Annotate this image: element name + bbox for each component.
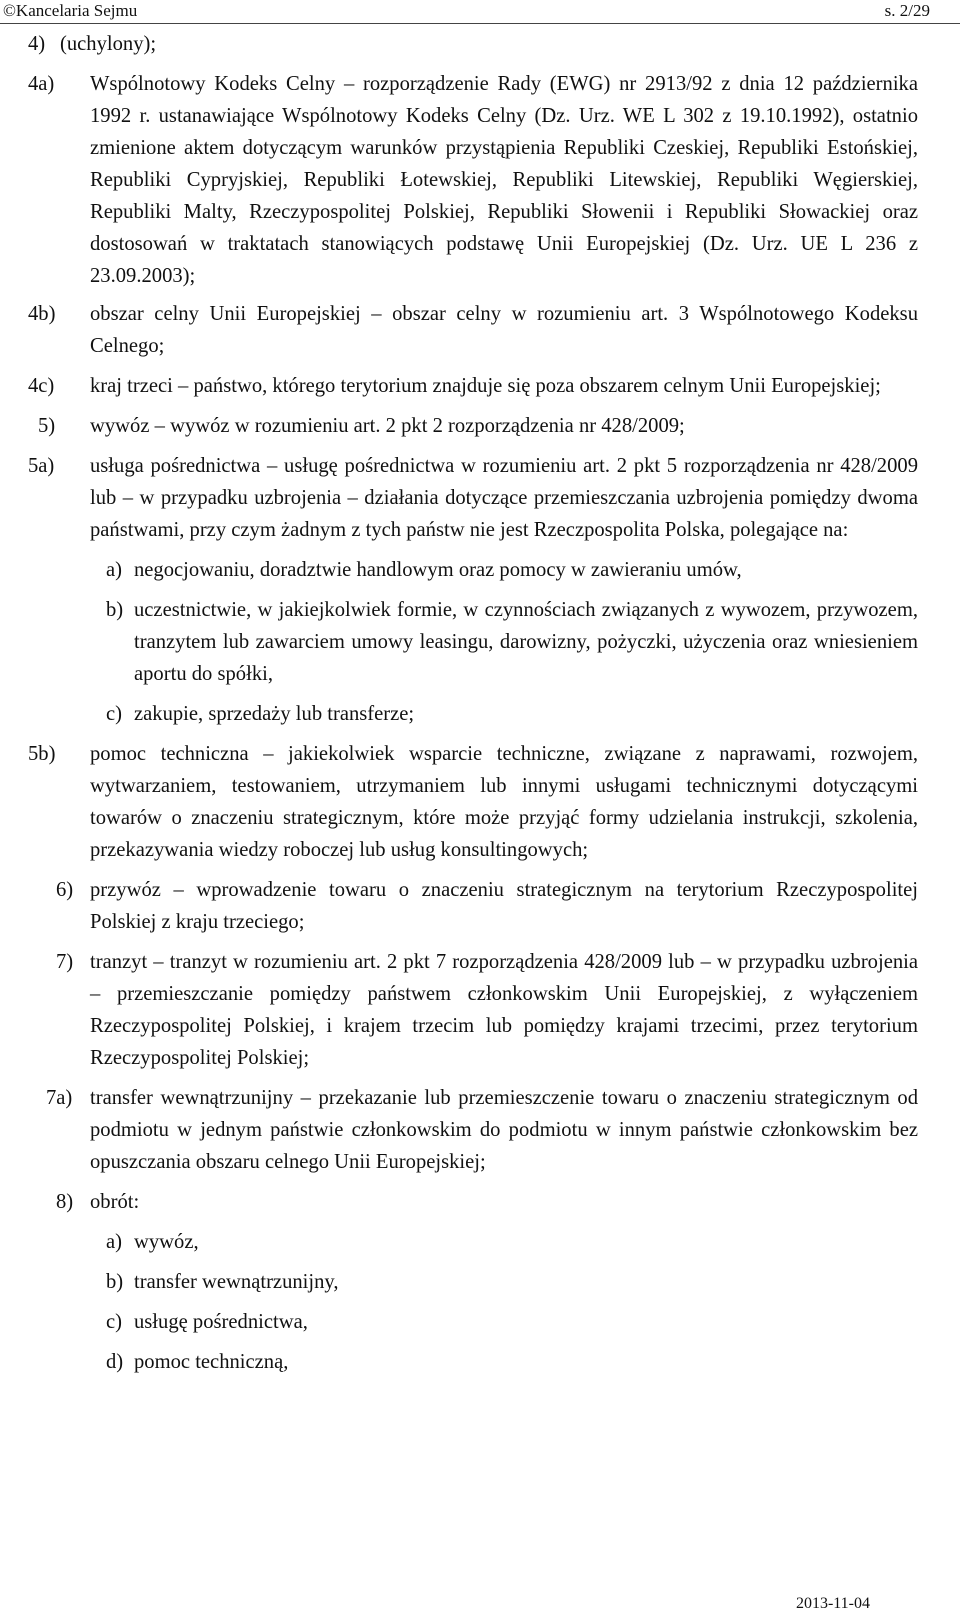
sub-item-letter: a) [106, 559, 122, 581]
item-number: 7a) [46, 1087, 73, 1109]
sub-list-item [0, 1266, 960, 1298]
sub-item-letter: d) [106, 1351, 124, 1373]
sub-item-letter: b) [106, 599, 124, 621]
list-item [0, 1186, 960, 1218]
sub-list-item [0, 1226, 960, 1258]
sub-item-letter: b) [106, 1271, 124, 1293]
item-number: 4c) [28, 375, 55, 397]
sub-list-item [0, 1306, 960, 1338]
page-header [0, 0, 960, 22]
item-number: 5a) [28, 455, 55, 477]
sub-item-text: wywóz, [134, 1231, 199, 1253]
page-number: s. 2/29 [884, 1, 930, 20]
sub-list-item [0, 1346, 960, 1378]
list-item [0, 450, 960, 546]
sub-item-text: negocjowaniu, doradztwie handlowym oraz pomocy w zawieraniu umów, [134, 559, 742, 581]
list-item [0, 410, 960, 442]
list-item [0, 738, 960, 866]
item-number: 7) [56, 951, 74, 973]
item-text: tranzyt – tranzyt w rozumieniu art. 2 pkt 7 rozporządzenia 428/2009 lub – w przypadku uzbrojenia – przemieszczanie pomiędzy państwem członkowskim Unii Europejskiej, z wyłączeniem Rzeczypospolitej Polskiej, i krajem trzecim lub pomiędzy krajami trzecimi, przez terytorium Rzeczypospolitej Polskiej; [90, 951, 918, 1069]
list-item [0, 68, 960, 292]
item-number: 4) [28, 33, 46, 55]
item-text: przywóz – wprowadzenie towaru o znaczeniu strategicznym na terytorium Rzeczypospolitej Polskiej z kraju trzeciego; [90, 879, 918, 933]
item-number: 8) [56, 1191, 74, 1213]
list-item [0, 28, 960, 60]
list-item [0, 946, 960, 1074]
item-text: transfer wewnątrzunijny – przekazanie lub przemieszczenie towaru o znaczeniu strategicznym od podmiotu w jednym państwie członkowskim do podmiotu w innym państwie członkowskim bez opuszczania obszaru celnego Unii Europejskiej; [90, 1087, 918, 1173]
sub-list-item [0, 594, 960, 690]
sub-item-text: transfer wewnątrzunijny, [134, 1271, 339, 1293]
sub-item-letter: c) [106, 1311, 122, 1333]
sub-item-text: pomoc techniczną, [134, 1351, 289, 1373]
list-item [0, 298, 960, 362]
document-body [0, 28, 960, 1386]
sub-item-text: zakupie, sprzedaży lub transferze; [134, 703, 415, 725]
sub-item-letter: a) [106, 1231, 122, 1253]
item-text: wywóz – wywóz w rozumieniu art. 2 pkt 2 rozporządzenia nr 428/2009; [90, 415, 685, 437]
header-divider [0, 23, 960, 24]
sub-list-item [0, 698, 960, 730]
item-text: Wspólnotowy Kodeks Celny – rozporządzenie Rady (EWG) nr 2913/92 z dnia 12 października 1992 r. ustanawiające Wspólnotowy Kodeks Celny (Dz. Urz. WE L 302 z 19.10.1992), ostatnio zmienione aktem dotyczącym warunków przystąpienia Republiki Czeskiej, Republiki Estońskiej, Republiki Cypryjskiej, Republiki Łotewskiej, Republiki Litewskiej, Republiki Węgierskiej, Republiki Malty, Rzeczypospolitej Polskiej, Republiki Słowenii i Republiki Słowackiej oraz dostosowań w traktatach stanowiących podstawę Unii Europejskiej (Dz. Urz. UE L 236 z 23.09.2003); [90, 73, 918, 287]
sub-list-item [0, 554, 960, 586]
sub-item-letter: c) [106, 703, 122, 725]
sub-item-text: uczestnictwie, w jakiejkolwiek formie, w czynnościach związanych z wywozem, przywozem, tranzytem lub zawarciem umowy leasingu, darowizny, pożyczki, użyczenia oraz wniesieniem aportu do spółki, [134, 599, 918, 685]
item-text: (uchylony); [60, 33, 157, 55]
item-number: 6) [56, 879, 74, 901]
list-item [0, 1082, 960, 1178]
item-text: obszar celny Unii Europejskiej – obszar celny w rozumieniu art. 3 Wspólnotowego Kodeksu Celnego; [90, 303, 918, 357]
item-text: usługa pośrednictwa – usługę pośrednictwa w rozumieniu art. 2 pkt 5 rozporządzenia nr 428/2009 lub – w przypadku uzbrojenia – działania dotyczące przemieszczania uzbrojenia pomiędzy dwoma państwami, przy czym żadnym z tych państw nie jest Rzeczpospolita Polska, polegające na: [90, 455, 918, 541]
list-item [0, 874, 960, 938]
item-text: kraj trzeci – państwo, którego terytorium znajduje się poza obszarem celnym Unii Europejskiej; [90, 375, 881, 397]
sub-item-text: usługę pośrednictwa, [134, 1311, 308, 1333]
copyright-text: ©Kancelaria Sejmu [3, 1, 138, 20]
item-number: 5b) [28, 743, 56, 765]
item-number: 4a) [28, 73, 55, 95]
document-date: 2013-11-04 [795, 1595, 870, 1612]
item-text: pomoc techniczna – jakiekolwiek wsparcie techniczne, związane z naprawami, rozwojem, wytwarzaniem, testowaniem, utrzymaniem lub innymi usługami technicznymi dotyczącymi towarów o znaczeniu strategicznym, które może przyjąć formy udzielania instrukcji, szkolenia, przekazywania wiedzy roboczej lub usług konsultingowych; [90, 743, 918, 861]
item-number: 5) [38, 415, 56, 437]
list-item [0, 370, 960, 402]
item-text: obrót: [90, 1191, 140, 1213]
item-number: 4b) [28, 303, 56, 325]
